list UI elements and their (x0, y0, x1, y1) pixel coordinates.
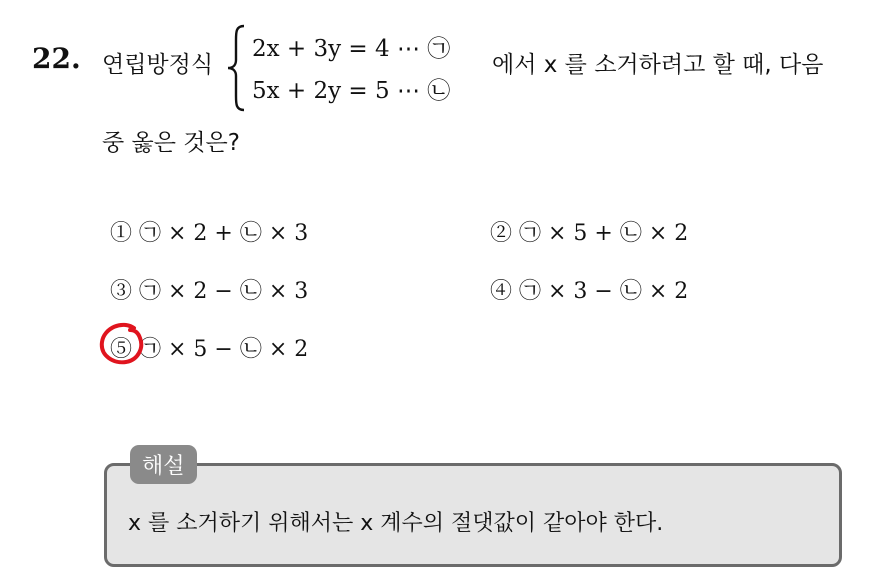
answer-circle-mark (98, 322, 146, 366)
choice-5[interactable]: ⑤ ㉠ × 5 − ㉡ × 2 (110, 337, 309, 362)
prompt-suffix: 에서 x 를 소거하려고 할 때, 다음 (492, 52, 824, 78)
choice-2[interactable]: ② ㉠ × 5 + ㉡ × 2 (490, 221, 689, 246)
solution-tag: 해설 (130, 445, 197, 484)
equation-1: 2x + 3y = 4 ⋯ ㉠ (252, 36, 451, 62)
choice-3[interactable]: ③ ㉠ × 2 − ㉡ × 3 (110, 279, 309, 304)
problem-number: 22. (32, 42, 81, 75)
choice-1[interactable]: ① ㉠ × 2 + ㉡ × 3 (110, 221, 309, 246)
prompt-prefix: 연립방정식 (102, 52, 214, 78)
equation-2: 5x + 2y = 5 ⋯ ㉡ (252, 78, 451, 104)
equation-brace (226, 24, 246, 112)
prompt-line-2: 중 옳은 것은? (102, 130, 240, 156)
solution-text: x 를 소거하기 위해서는 x 계수의 절댓값이 같아야 한다. (128, 511, 664, 536)
choice-4[interactable]: ④ ㉠ × 3 − ㉡ × 2 (490, 279, 689, 304)
